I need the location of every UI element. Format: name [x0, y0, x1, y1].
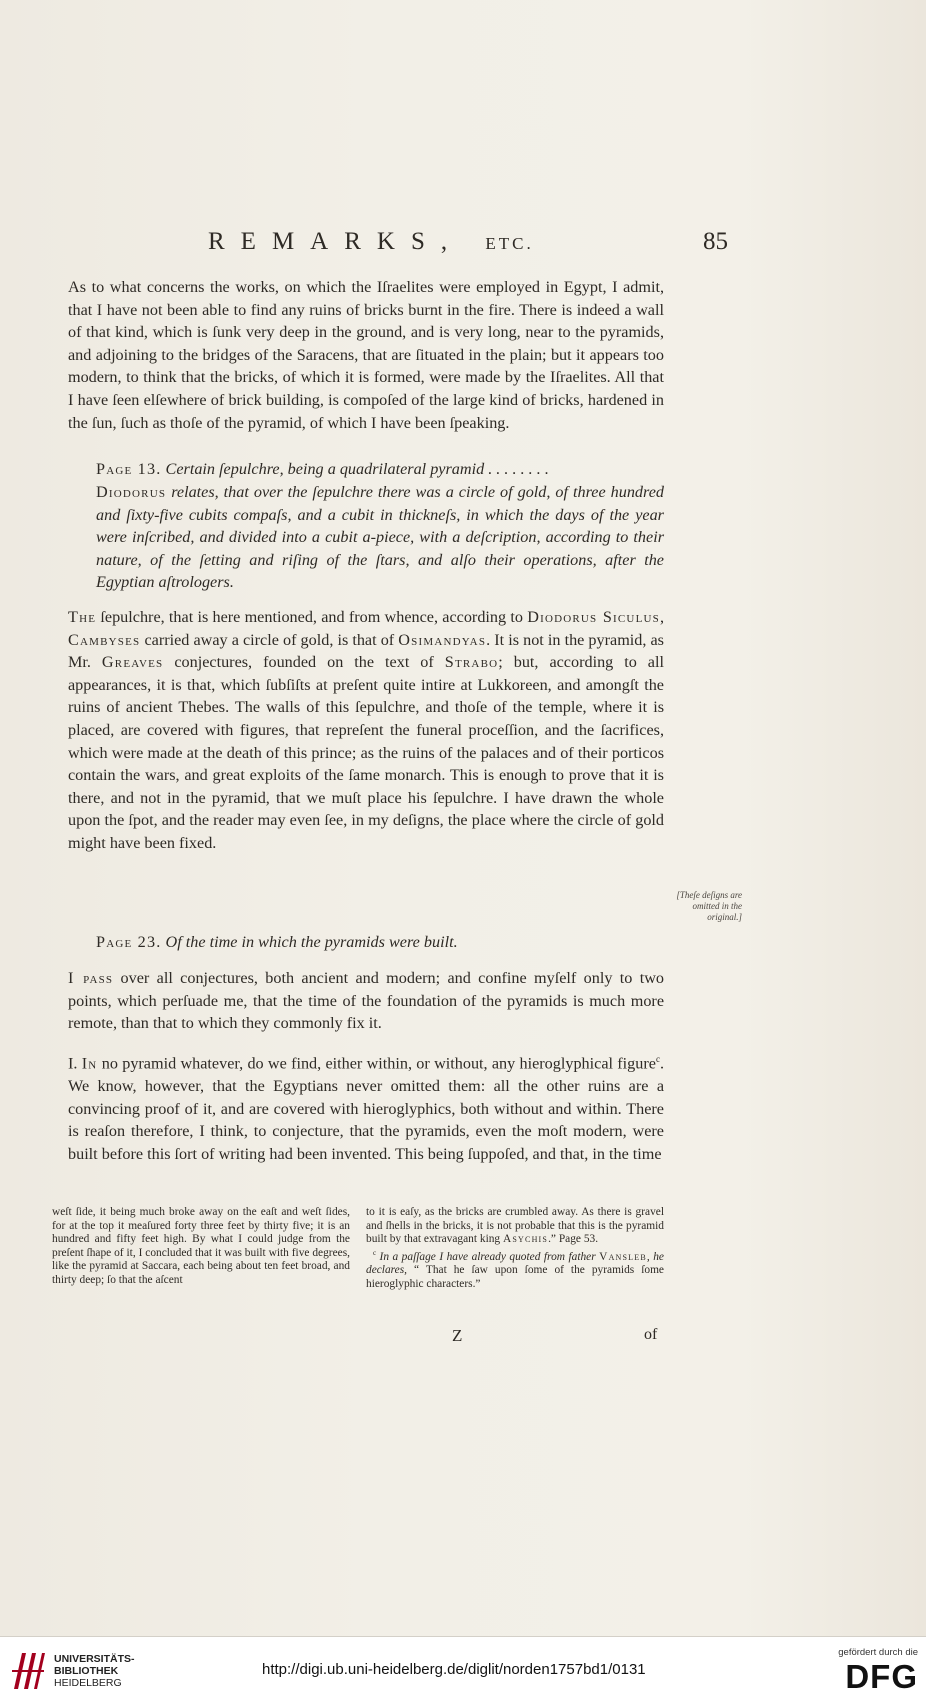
running-title-text: REMARKS,: [208, 228, 464, 255]
name-cambyses: Cambyses: [68, 630, 141, 649]
university-name[interactable]: [54, 1653, 135, 1689]
para2-text-2: ,: [659, 608, 664, 626]
para2-text-3: carried away a circle of gold, is that of: [140, 630, 399, 649]
footnote-right-column: [366, 1206, 664, 1291]
name-strabo: Strabo: [444, 653, 499, 672]
footnote-right-text-1: to it is eaſy, as the bricks are crumbled away. As there is gravel and ſhells in the bricks, it is not probable that this is the pyramid built by that extravagant king: [366, 1206, 664, 1246]
permalink-url[interactable]: http://digi.ub.uni-heidelberg.de/diglit/norden1757bd1/0131: [262, 1661, 646, 1678]
signature-mark: Z: [452, 1326, 463, 1345]
footnote-c-quote: “ That he ſaw upon ſome of the pyramids ſome hieroglyphic characters.”: [366, 1264, 664, 1290]
paragraph-hieroglyphics: [68, 1048, 664, 1165]
name-osimandyas: Osimandyas: [398, 630, 487, 649]
name-asychis: Asychis: [502, 1233, 549, 1246]
university-name-line-3: HEIDELBERG: [54, 1677, 122, 1689]
margin-note: [Theſe deſigns are omitted in the original.]: [676, 890, 742, 922]
name-diodorus-siculus: Diodorus Siculus: [527, 608, 660, 626]
entry-page-13-label: Page 13.: [96, 460, 162, 478]
entry-page-13-body: relates, that over the ſepulchre there was a circle of gold, of three hundred and ſixty-five cubits compaſs, and a cubit in thickneſs, in which the days of the year were inſcribed, and divided into a cubit a-piece, with a deſcription, according to their nature, of the ſetting and riſing of the ſtars, and alſo their operations, after the Egyptian aſtrologers.: [96, 483, 665, 592]
footnote-c-marker: c: [372, 1248, 377, 1257]
viewer-footer: [0, 1636, 926, 1704]
running-title-etc: ETC.: [485, 234, 534, 253]
para2-text-5: conjectures, founded on the text of: [163, 653, 445, 672]
footnote-left-column: weſt ſide, it being much broke away on the eaſt and weſt ſides, for at the top it meaſured forty three feet by thirty five; it is an hundred and fifty feet high. By what I could judge from the preſent ſhape of it, I concluded that it was built with five degrees, like the pyramid at Saccara, each being about ten feet broad, and thirty deep; ſo that the aſcent: [52, 1206, 350, 1286]
sponsor-block[interactable]: [822, 1647, 918, 1696]
footnote-marker-c: c: [655, 1054, 660, 1064]
university-logo-icon[interactable]: [10, 1649, 46, 1693]
para2-text-1: ſepulchre, that is here mentioned, and from whence, according to: [96, 608, 528, 626]
university-name-line-2: BIBLIOTHEK: [54, 1665, 119, 1677]
page-number: 85: [703, 228, 728, 255]
sponsor-label: gefördert durch die: [838, 1647, 918, 1658]
university-name-line-1: UNIVERSITÄTS-: [54, 1653, 135, 1665]
entry-page-13-quote: [96, 481, 664, 594]
footnote-c-italic: In a paſſage I have already quoted from father: [376, 1250, 600, 1263]
name-vansleb: Vansleb: [599, 1250, 647, 1263]
para2-text-4: . It is not in the pyramid, as Mr.: [68, 630, 664, 672]
paragraph-bricks: As to what concerns the works, on which the Iſraelites were employed in Egypt, I admit, that I have not been able to find any ruins of bricks burnt in the fire. There is indeed a wall of that kind, which is ſunk very deep in the ground, and is very long, near to the pyramids, and adjoining to the bridges of the Saracens, that are ſituated in the plain; but it appears too modern, to think that the bricks, of which it is formed, were made by the Iſraelites. All that I have ſeen elſewhere of brick building, is compoſed of the large kind of bricks, hardened in the ſun, ſuch as thoſe of the pyramid, of which I have been ſpeaking.: [68, 278, 664, 432]
name-greaves: Greaves: [101, 653, 164, 672]
para2-text-6: ; but, according to all appearances, it is that, which ſubſiſts at preſent quite intire at Lukkoreen, and amongſt the ruins of ancient Thebes. The walls of this ſepulchre, and thoſe of the temple, where it is placed, are covered with figures, that repreſent the funeral proceſſion, and the ſacrifices, which were made at the death of this prince; as the ruins of the palaces and of their porticos contain the wars, and great exploits of the ſame monarch. This is enough to prove that it is there, and not in the pyramid, that we muſt place his ſepulchre. I have drawn the whole upon the ſpot, and the reader may even ſee, in my deſigns, the place where the circle of gold might have been fixed.: [68, 653, 664, 852]
running-title: [208, 228, 534, 256]
para4-number: I.: [68, 1054, 78, 1073]
dfg-logo-icon: DFG: [845, 1658, 918, 1695]
para3-text: over all conjectures, both ancient and modern; and confine myſelf only to two points, which perſuade me, that the time of the foundation of the pyramids is much more remote, than that to which they commonly fix it.: [68, 969, 664, 1033]
entry-page-13-title: Certain ſepulchre, being a quadrilateral pyramid . . . . . . . .: [165, 460, 549, 478]
paragraph-conjectures: [68, 967, 664, 1035]
paragraph-sepulchre: [68, 606, 664, 855]
entry-page-23-title: Of the time in which the pyramids were built.: [165, 933, 458, 951]
entry-page-13-lead: Diodorus: [96, 483, 167, 501]
catchword: of: [644, 1326, 658, 1343]
para2-lead: The: [68, 608, 97, 626]
footnote-right-text-2: .” Page 53.: [548, 1233, 599, 1246]
para4-lead: In: [81, 1054, 98, 1073]
entry-page-23-label: Page 23.: [96, 933, 162, 951]
running-header: [208, 228, 728, 264]
entry-page-23-heading: [96, 931, 664, 954]
entry-page-13-heading: [96, 458, 664, 481]
para4-text-1: no pyramid whatever, do we find, either within, or without, any hieroglyphical figure: [97, 1054, 656, 1073]
para3-lead: I pass: [68, 969, 114, 987]
para4-text-2: . We know, however, that the Egyptians never omitted them: all the other ruins are a convincing proof of it, and are covered with hieroglyphics, both without and within. There is reaſon therefore, I think, to conjecture, that the pyramids, even the moſt modern, were built before this ſort of writing had been invented. This being ſuppoſed, and that, in the time: [68, 1054, 664, 1163]
footnote-c-italic-2: , he declares,: [366, 1250, 664, 1277]
